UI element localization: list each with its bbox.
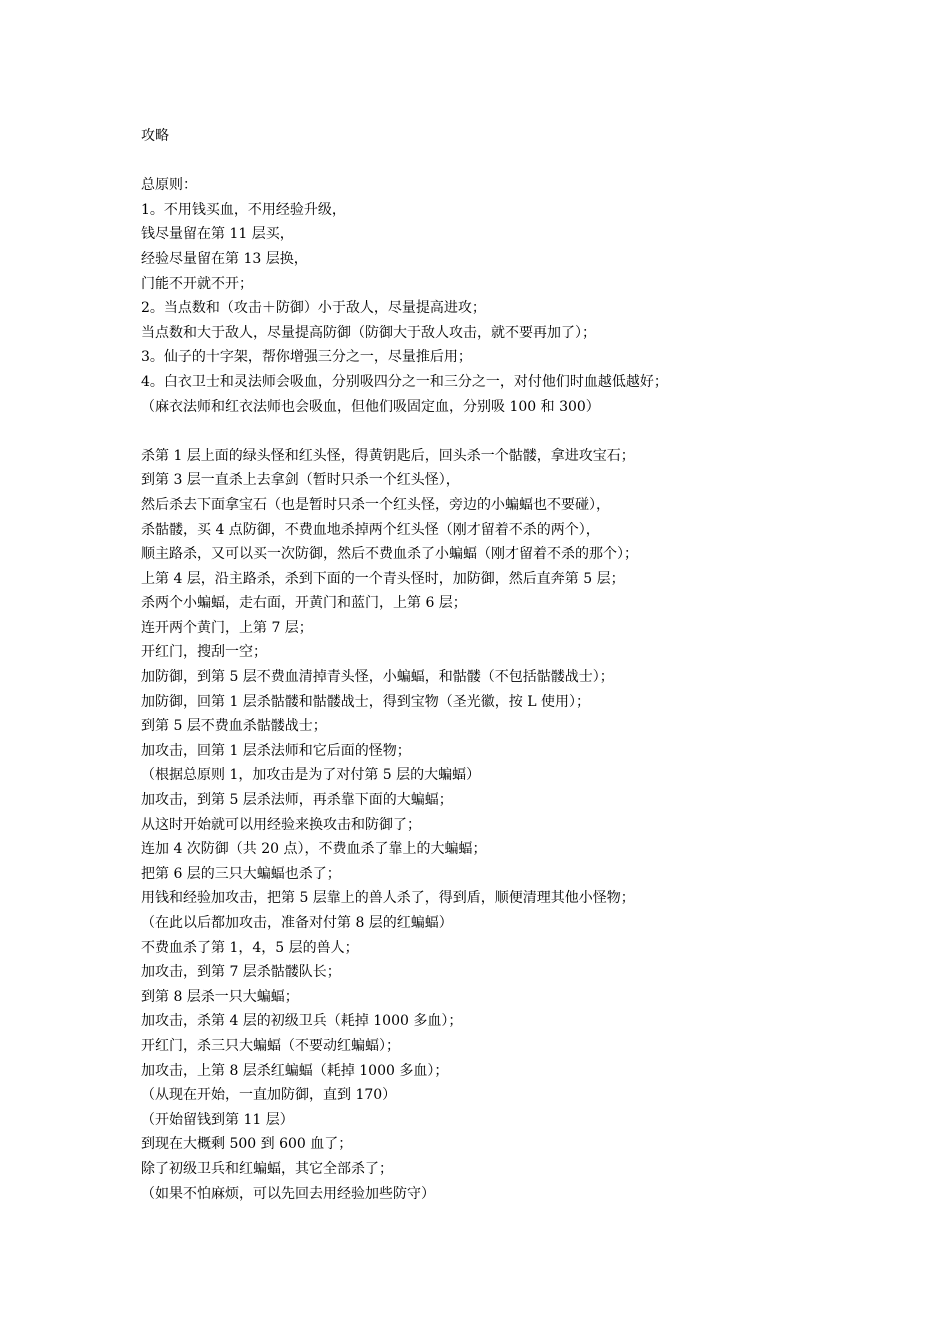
walkthrough-section — [141, 444, 881, 1206]
walkthrough-line: 加攻击，到第 5 层杀法师，再杀靠下面的大蝙蝠； — [141, 792, 453, 809]
walkthrough-line: （根据总原则 1，加攻击是为了对付第 5 层的大蝙蝠） — [141, 767, 481, 784]
principles-line: 当点数和大于敌人，尽量提高防御（防御大于敌人攻击，就不要再加了）； — [141, 324, 596, 341]
walkthrough-line: 加攻击，杀第 4 层的初级卫兵（耗掉 1000 多血）； — [141, 1013, 463, 1030]
principles-heading: 总原则： — [141, 177, 197, 194]
blank-line — [141, 419, 881, 444]
walkthrough-line: 到第 8 层杀一只大蝙蝠； — [141, 988, 299, 1005]
principles-list — [141, 198, 881, 419]
principles-section — [141, 173, 881, 419]
walkthrough-line: 加攻击，回第 1 层杀法师和它后面的怪物； — [141, 742, 411, 759]
principles-line: 门能不开就不开； — [141, 275, 253, 292]
walkthrough-line: 顺主路杀，又可以买一次防御，然后不费血杀了小蝙蝠（刚才留着不杀的那个）； — [141, 546, 638, 563]
walkthrough-line: 从这时开始就可以用经验来换攻击和防御了； — [141, 816, 421, 833]
principles-line: 1。不用钱买血，不用经验升级， — [141, 201, 346, 218]
walkthrough-line: 杀第 1 层上面的绿头怪和红头怪，得黄钥匙后，回头杀一个骷髅，拿进攻宝石； — [141, 447, 635, 464]
document-body — [141, 124, 881, 1206]
walkthrough-line: 开红门，杀三只大蝙蝠（不要动红蝙蝠）； — [141, 1037, 400, 1054]
walkthrough-line: 连开两个黄门，上第 7 层； — [141, 619, 313, 636]
walkthrough-line: 加攻击，上第 8 层杀红蝙蝠（耗掉 1000 多血）； — [141, 1062, 449, 1079]
walkthrough-line: 开红门，搜刮一空； — [141, 644, 267, 661]
walkthrough-line: （从现在开始，一直加防御，直到 170） — [141, 1087, 397, 1104]
principles-line: 4。白衣卫士和灵法师会吸血，分别吸四分之一和三分之一，对付他们时血越低越好； — [141, 373, 668, 390]
walkthrough-line: 加防御，到第 5 层不费血清掉青头怪，小蝙蝠，和骷髅（不包括骷髅战士）； — [141, 669, 614, 686]
principles-line: 3。仙子的十字架，帮你增强三分之一，尽量推后用； — [141, 349, 472, 366]
walkthrough-line: 杀两个小蝙蝠，走右面，开黄门和蓝门，上第 6 层； — [141, 595, 467, 612]
walkthrough-line: 到现在大概剩 500 到 600 血了； — [141, 1136, 353, 1153]
walkthrough-line: 不费血杀了第 1，4，5 层的兽人； — [141, 939, 359, 956]
principles-line: 钱尽量留在第 11 层买， — [141, 226, 294, 243]
walkthrough-line: 到第 5 层不费血杀骷髅战士； — [141, 718, 327, 735]
walkthrough-line: 加防御，回第 1 层杀骷髅和骷髅战士，得到宝物（圣光徽，按 L 使用）； — [141, 693, 591, 710]
walkthrough-line: 上第 4 层，沿主路杀，杀到下面的一个青头怪时，加防御，然后直奔第 5 层； — [141, 570, 625, 587]
walkthrough-line: 然后杀去下面拿宝石（也是暂时只杀一个红头怪，旁边的小蝙蝠也不要碰）， — [141, 496, 610, 513]
walkthrough-line: 用钱和经验加攻击，把第 5 层靠上的兽人杀了，得到盾，顺便清理其他小怪物； — [141, 890, 635, 907]
principles-line: 经验尽量留在第 13 层换， — [141, 250, 308, 267]
walkthrough-line: 把第 6 层的三只大蝙蝠也杀了； — [141, 865, 341, 882]
walkthrough-line: 杀骷髅，买 4 点防御，不费血地杀掉两个红头怪（刚才留着不杀的两个）， — [141, 521, 600, 538]
page-title: 攻略 — [141, 128, 169, 144]
walkthrough-line: （如果不怕麻烦，可以先回去用经验加些防守） — [141, 1185, 435, 1202]
principles-line: 2。当点数和（攻击＋防御）小于敌人，尽量提高进攻； — [141, 300, 486, 317]
walkthrough-line: （在此以后都加攻击，准备对付第 8 层的红蝙蝠） — [141, 915, 453, 931]
walkthrough-line: （开始留钱到第 11 层） — [141, 1111, 294, 1128]
walkthrough-line: 到第 3 层一直杀上去拿剑（暂时只杀一个红头怪）， — [141, 472, 460, 489]
walkthrough-line: 连加 4 次防御（共 20 点），不费血杀了靠上的大蝙蝠； — [141, 841, 487, 858]
walkthrough-line: 除了初级卫兵和红蝙蝠，其它全部杀了； — [141, 1160, 393, 1177]
walkthrough-line: 加攻击，到第 7 层杀骷髅队长； — [141, 964, 341, 981]
principles-line: （麻衣法师和红衣法师也会吸血，但他们吸固定血，分别吸 100 和 300） — [141, 398, 600, 415]
blank-line — [141, 149, 881, 174]
